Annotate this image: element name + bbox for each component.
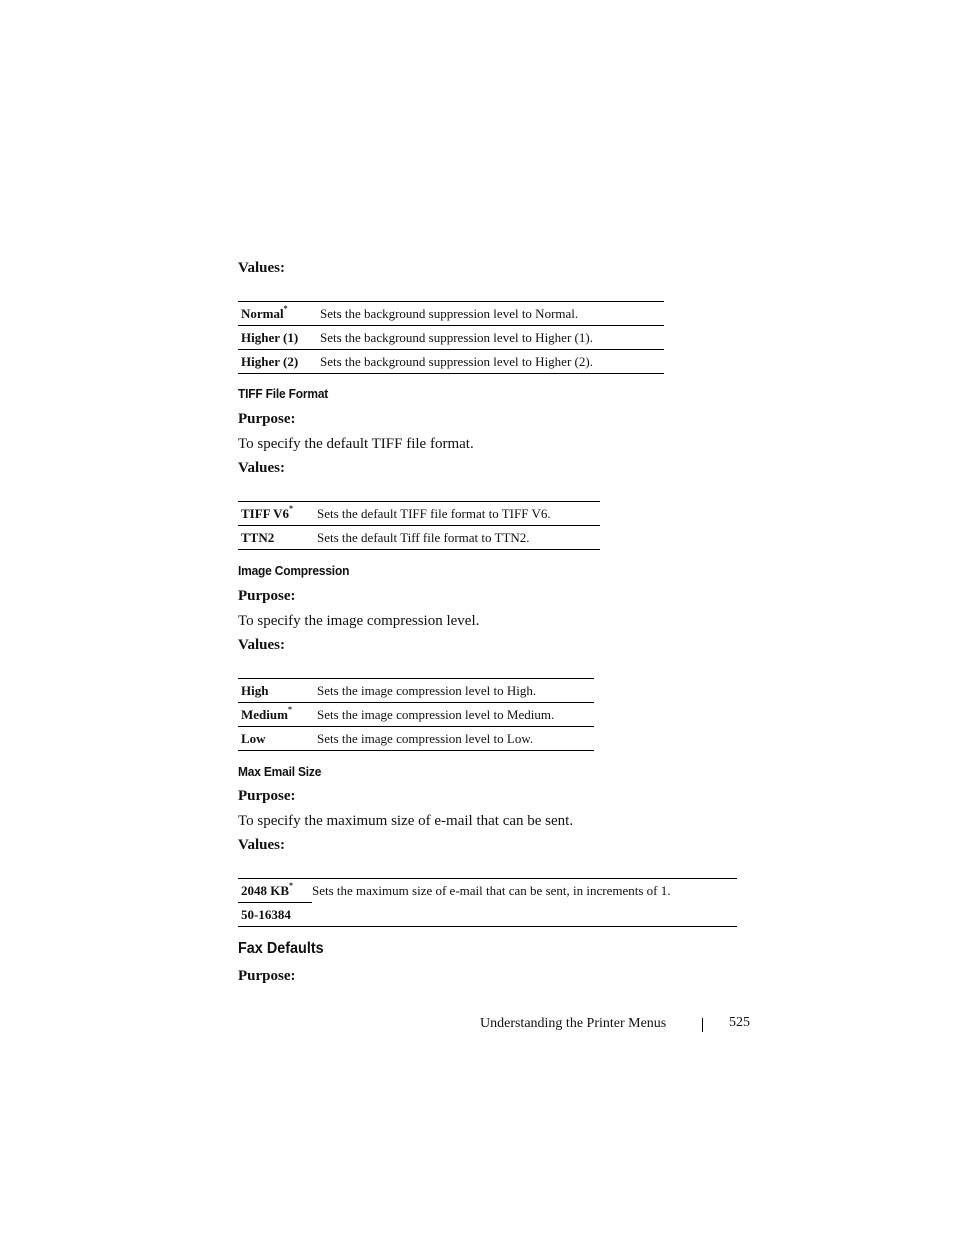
values-label: Values: [238,260,285,276]
table-row [238,302,664,326]
value-key: TIFF V6* [238,502,317,526]
values-label: Values: [238,460,285,476]
table-row [238,326,664,350]
value-key: High [238,679,317,703]
value-description: Sets the default Tiff file format to TTN2. [317,526,600,550]
footer-separator [702,1018,703,1032]
purpose-text: To specify the maximum size of e-mail that can be sent. [238,813,574,829]
table-row [238,903,737,927]
purpose-text: To specify the default TIFF file format. [238,436,474,452]
value-description: Sets the background suppression level to Higher (1). [320,326,664,350]
value-key: 2048 KB* [238,879,312,903]
value-description: Sets the background suppression level to Normal. [320,302,664,326]
table-row [238,879,737,903]
table-row [238,679,594,703]
table-row [238,502,600,526]
value-key: TTN2 [238,526,317,550]
value-key: Normal* [238,302,320,326]
page-number: 525 [729,1015,750,1030]
value-description: Sets the background suppression level to Higher (2). [320,350,664,374]
value-key: Higher (1) [238,326,320,350]
values-label: Values: [238,637,285,653]
table-row [238,350,664,374]
max-email-values-table [238,878,737,927]
section-title-image-compression: Image Compression [238,563,350,578]
purpose-label: Purpose: [238,588,296,604]
background-values-table [238,301,664,374]
value-description: Sets the image compression level to High. [317,679,594,703]
purpose-label: Purpose: [238,788,296,804]
value-description: Sets the default TIFF file format to TIFF V6. [317,502,600,526]
value-key: Higher (2) [238,350,320,374]
section-title-fax-defaults: Fax Defaults [238,940,324,957]
value-description [312,903,737,927]
value-description: Sets the image compression level to Medium. [317,703,594,727]
value-key: Low [238,727,317,751]
footer-chapter: Understanding the Printer Menus [480,1016,667,1031]
image-compression-values-table [238,678,594,751]
section-title-max-email: Max Email Size [238,764,322,779]
table-row [238,727,594,751]
table-row [238,703,594,727]
value-description: Sets the image compression level to Low. [317,727,594,751]
purpose-label: Purpose: [238,968,296,984]
tiff-values-table [238,501,600,550]
table-row [238,526,600,550]
value-description: Sets the maximum size of e-mail that can be sent, in increments of 1. [312,879,737,903]
purpose-text: To specify the image compression level. [238,613,480,629]
values-label: Values: [238,837,285,853]
value-key: 50-16384 [238,903,312,927]
value-key: Medium* [238,703,317,727]
section-title-tiff: TIFF File Format [238,386,329,401]
purpose-label: Purpose: [238,411,296,427]
